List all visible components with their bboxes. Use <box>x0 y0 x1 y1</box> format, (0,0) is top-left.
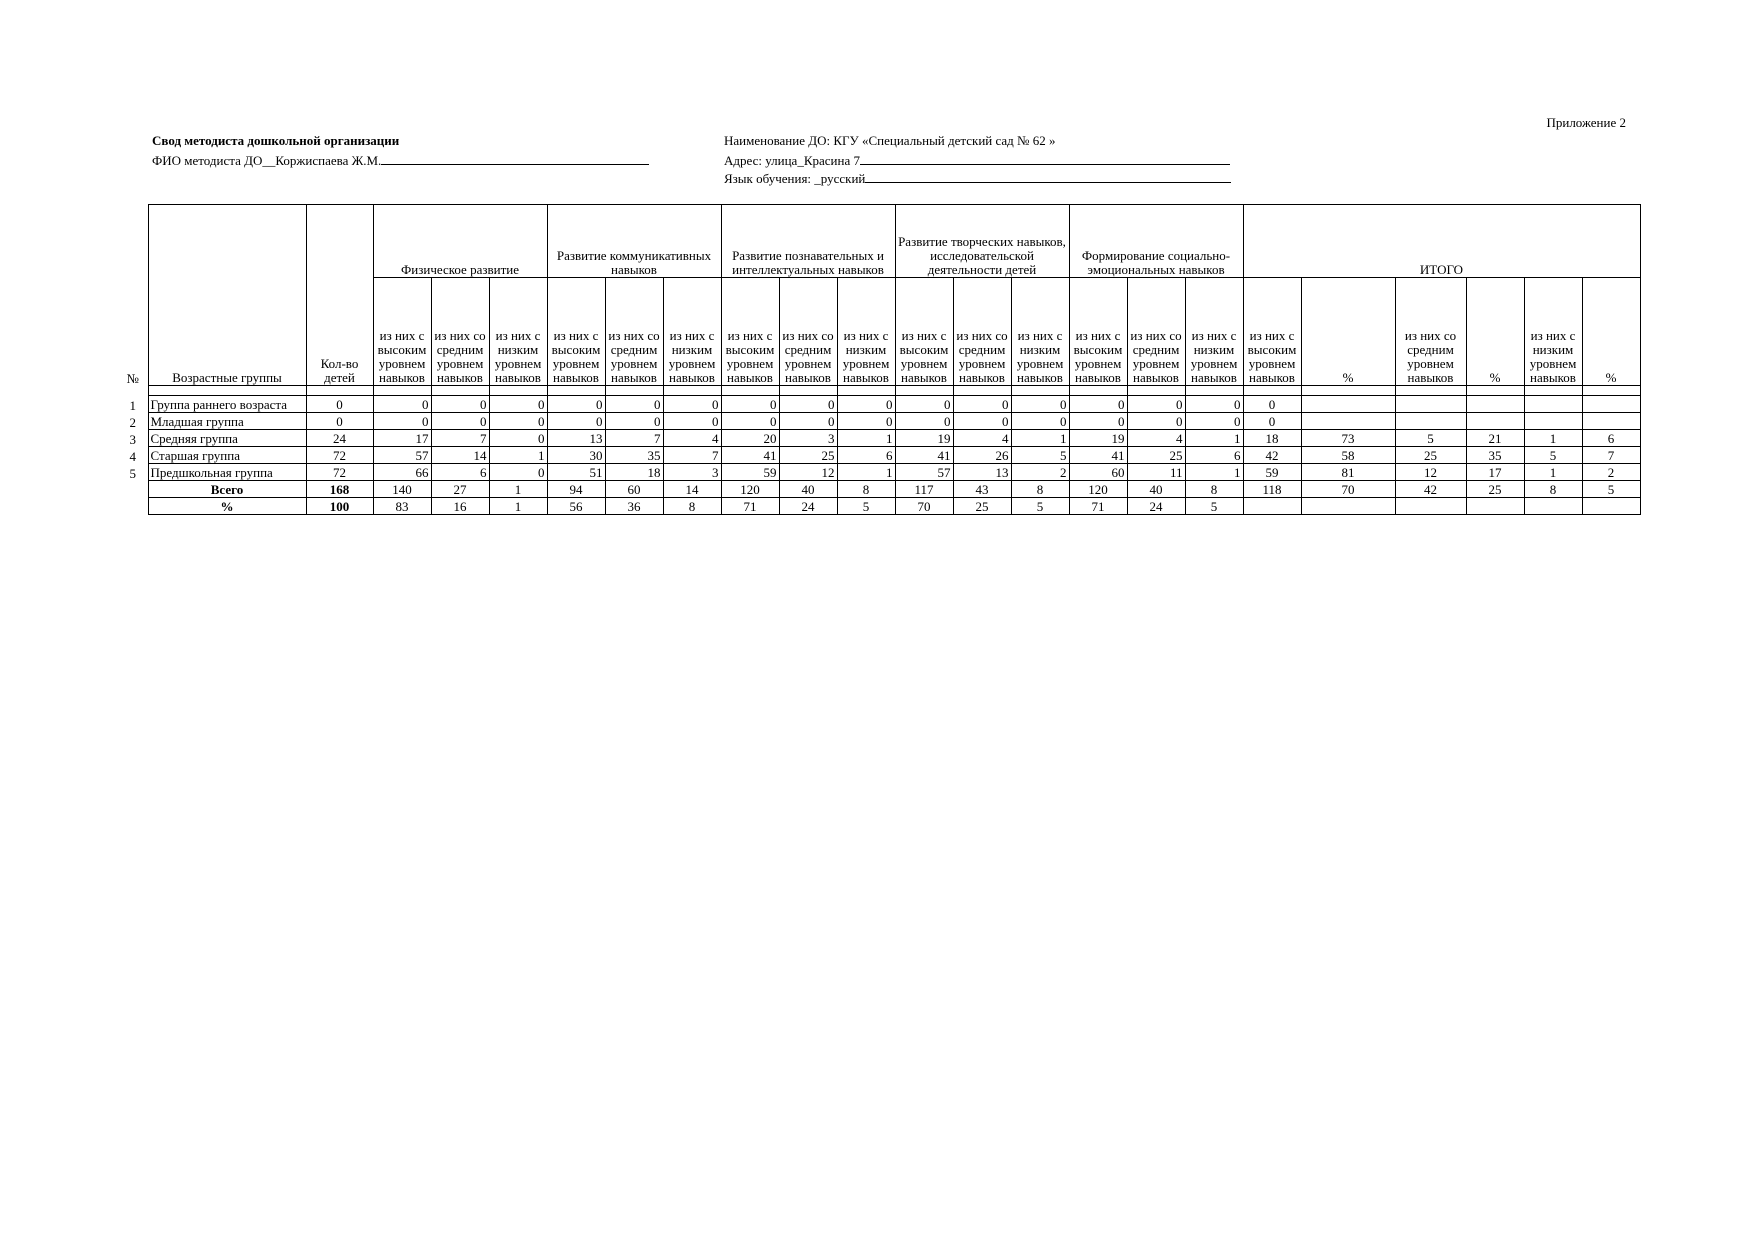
total-row-total-value: 42 <box>1395 481 1466 498</box>
spacer-cell <box>895 386 953 396</box>
methodist-name-text: ФИО методиста ДО__Коржиспаева Ж.М. <box>152 153 382 168</box>
row-value: 0 <box>373 396 431 413</box>
row-total-value: 17 <box>1466 464 1524 481</box>
row-value: 0 <box>779 396 837 413</box>
subheader-high-level: из них с высоким уровнем навыков <box>547 278 605 386</box>
subheader-low-level: из них с низким уровнем навыков <box>1185 278 1243 386</box>
row-number <box>118 498 148 515</box>
row-value: 4 <box>663 430 721 447</box>
row-group-name: Старшая группа <box>148 447 306 464</box>
row-value: 3 <box>663 464 721 481</box>
row-total-value: 18 <box>1243 430 1301 447</box>
row-value: 19 <box>895 430 953 447</box>
total-row-value: 8 <box>1011 481 1069 498</box>
row-value: 57 <box>895 464 953 481</box>
row-value: 57 <box>373 447 431 464</box>
row-value: 60 <box>1069 464 1127 481</box>
row-total-value <box>1466 413 1524 430</box>
row-number: 5 <box>129 465 136 481</box>
row-value: 0 <box>489 464 547 481</box>
row-value: 2 <box>1011 464 1069 481</box>
total-row-total-value: 8 <box>1524 481 1582 498</box>
spacer-cell <box>605 386 663 396</box>
total-row-total-value: 118 <box>1243 481 1301 498</box>
spacer-cell <box>1127 386 1185 396</box>
row-total-value: 81 <box>1301 464 1395 481</box>
row-total-value: 0 <box>1243 396 1301 413</box>
total-row-count: 168 <box>306 481 373 498</box>
row-value: 0 <box>547 413 605 430</box>
column-header-number: № <box>126 370 139 386</box>
total-row-value: 40 <box>1127 481 1185 498</box>
spacer-cell <box>547 386 605 396</box>
row-total-value <box>1524 413 1582 430</box>
row-total-value: 25 <box>1395 447 1466 464</box>
section-header-total: ИТОГО <box>1243 205 1640 278</box>
row-children-count: 0 <box>306 396 373 413</box>
spacer-cell <box>953 386 1011 396</box>
total-row-value: 140 <box>373 481 431 498</box>
total-row-value: 60 <box>605 481 663 498</box>
row-total-value: 6 <box>1582 430 1640 447</box>
total-row-total-value: 70 <box>1301 481 1395 498</box>
row-value: 11 <box>1127 464 1185 481</box>
teaching-language <box>724 168 1231 186</box>
subheader-high-level: из них с высоким уровнем навыков <box>721 278 779 386</box>
row-value: 18 <box>605 464 663 481</box>
subheader-mid-level: из них со средним уровнем навыков <box>1127 278 1185 386</box>
spacer-cell <box>721 386 779 396</box>
row-value: 7 <box>605 430 663 447</box>
row-value: 51 <box>547 464 605 481</box>
appendix-label: Приложение 2 <box>1546 115 1626 130</box>
spacer-cell <box>837 386 895 396</box>
row-total-value: 42 <box>1243 447 1301 464</box>
organization-name <box>724 132 1231 150</box>
row-value: 6 <box>837 447 895 464</box>
row-value: 1 <box>1185 430 1243 447</box>
section-header-3: Развитие познавательных и интеллектуальных навыков <box>721 205 895 278</box>
row-value: 0 <box>895 396 953 413</box>
table-row <box>118 430 1640 447</box>
row-value: 0 <box>489 396 547 413</box>
spacer-cell <box>1069 386 1127 396</box>
section-header-2: Развитие коммуникативных навыков <box>547 205 721 278</box>
row-total-value: 12 <box>1395 464 1466 481</box>
address-underline <box>860 150 1230 165</box>
percent-row-value: 83 <box>373 498 431 515</box>
section-header-4: Развитие творческих навыков, исследовательской деятельности детей <box>895 205 1069 278</box>
total-row-value: 120 <box>721 481 779 498</box>
row-number: 2 <box>129 414 136 430</box>
subheader-low-level: из них с низким уровнем навыков <box>663 278 721 386</box>
spacer-cell <box>1301 386 1395 396</box>
row-value: 0 <box>489 430 547 447</box>
subheader-high-level: из них с высоким уровнем навыков <box>373 278 431 386</box>
row-children-count: 72 <box>306 464 373 481</box>
row-value: 6 <box>431 464 489 481</box>
row-total-value: 59 <box>1243 464 1301 481</box>
table-row <box>118 464 1640 481</box>
row-value: 0 <box>837 396 895 413</box>
spacer-cell <box>431 386 489 396</box>
row-group-name: Группа раннего возраста <box>148 396 306 413</box>
fio-underline <box>381 150 649 165</box>
row-value: 5 <box>1011 447 1069 464</box>
percent-row <box>118 498 1640 515</box>
subheader-total-1: из них с высоким уровнем навыков <box>1243 278 1301 386</box>
row-total-value: 7 <box>1582 447 1640 464</box>
spacer-cell <box>663 386 721 396</box>
row-value: 66 <box>373 464 431 481</box>
table-row <box>118 396 1640 413</box>
total-row-value: 27 <box>431 481 489 498</box>
row-group-name: Предшкольная группа <box>148 464 306 481</box>
row-value: 4 <box>953 430 1011 447</box>
row-number: 1 <box>129 397 136 413</box>
row-total-value: 1 <box>1524 430 1582 447</box>
row-value: 0 <box>1011 413 1069 430</box>
row-value: 0 <box>721 413 779 430</box>
subheader-total-2: % <box>1301 278 1395 386</box>
row-value: 19 <box>1069 430 1127 447</box>
spacer-cell <box>1466 386 1524 396</box>
subheader-total-5: из них с низким уровнем навыков <box>1524 278 1582 386</box>
total-row-value: 94 <box>547 481 605 498</box>
row-total-value <box>1466 396 1524 413</box>
row-total-value: 73 <box>1301 430 1395 447</box>
row-value: 7 <box>663 447 721 464</box>
row-group-name: Младшая группа <box>148 413 306 430</box>
row-value: 41 <box>895 447 953 464</box>
spacer-number-cell <box>118 386 148 396</box>
row-value: 59 <box>721 464 779 481</box>
subheader-high-level: из них с высоким уровнем навыков <box>895 278 953 386</box>
row-value: 1 <box>837 430 895 447</box>
row-total-value <box>1582 413 1640 430</box>
row-value: 1 <box>489 447 547 464</box>
row-value: 0 <box>837 413 895 430</box>
row-value: 0 <box>605 413 663 430</box>
language-underline <box>865 168 1231 183</box>
section-header-1: Физическое развитие <box>373 205 547 278</box>
subheader-total-4: % <box>1466 278 1524 386</box>
row-total-value <box>1582 396 1640 413</box>
row-value: 0 <box>895 413 953 430</box>
row-value: 0 <box>605 396 663 413</box>
percent-row-label: % <box>148 498 306 515</box>
spacer-cell <box>779 386 837 396</box>
row-value: 4 <box>1127 430 1185 447</box>
row-value: 30 <box>547 447 605 464</box>
percent-row-value: 25 <box>953 498 1011 515</box>
percent-row-value: 24 <box>779 498 837 515</box>
row-value: 0 <box>953 396 1011 413</box>
row-value: 1 <box>1185 464 1243 481</box>
row-value: 13 <box>547 430 605 447</box>
percent-row-value: 5 <box>1011 498 1069 515</box>
header-right <box>724 132 1231 186</box>
subheader-mid-level: из них со средним уровнем навыков <box>779 278 837 386</box>
total-row-value: 8 <box>1185 481 1243 498</box>
row-value: 0 <box>1185 413 1243 430</box>
row-value: 0 <box>1069 413 1127 430</box>
row-total-value: 5 <box>1395 430 1466 447</box>
row-value: 0 <box>1185 396 1243 413</box>
total-row-value: 40 <box>779 481 837 498</box>
row-total-value <box>1301 396 1395 413</box>
row-total-value <box>1395 396 1466 413</box>
subheader-high-level: из них с высоким уровнем навыков <box>1069 278 1127 386</box>
percent-row-value: 16 <box>431 498 489 515</box>
teaching-language-text: Язык обучения: _русский <box>724 171 866 186</box>
row-total-value: 5 <box>1524 447 1582 464</box>
row-value: 0 <box>489 413 547 430</box>
row-value: 0 <box>373 413 431 430</box>
percent-row-value: 8 <box>663 498 721 515</box>
row-value: 6 <box>1185 447 1243 464</box>
row-children-count: 0 <box>306 413 373 430</box>
table-row <box>118 447 1640 464</box>
row-value: 3 <box>779 430 837 447</box>
percent-row-count: 100 <box>306 498 373 515</box>
spacer-cell <box>306 386 373 396</box>
row-value: 0 <box>1069 396 1127 413</box>
row-number: 3 <box>129 431 136 447</box>
organization-name-text: Наименование ДО: КГУ «Специальный детский сад № 62 » <box>724 133 1056 148</box>
row-value: 0 <box>663 396 721 413</box>
row-value: 0 <box>663 413 721 430</box>
subheader-total-3: из них со средним уровнем навыков <box>1395 278 1466 386</box>
total-row <box>118 481 1640 498</box>
spacer-cell <box>1524 386 1582 396</box>
organization-address <box>724 150 1231 168</box>
subheader-low-level: из них с низким уровнем навыков <box>1011 278 1069 386</box>
row-value: 41 <box>721 447 779 464</box>
row-value: 0 <box>779 413 837 430</box>
spacer-cell <box>148 386 306 396</box>
row-value: 0 <box>1011 396 1069 413</box>
row-value: 0 <box>1127 396 1185 413</box>
total-row-value: 120 <box>1069 481 1127 498</box>
row-value: 7 <box>431 430 489 447</box>
percent-row-value: 71 <box>1069 498 1127 515</box>
row-value: 41 <box>1069 447 1127 464</box>
row-number: 4 <box>129 448 136 464</box>
subheader-low-level: из них с низким уровнем навыков <box>489 278 547 386</box>
percent-row-value: 56 <box>547 498 605 515</box>
spacer-cell <box>489 386 547 396</box>
percent-row-value: 1 <box>489 498 547 515</box>
spacer-cell <box>1243 386 1301 396</box>
total-row-total-value: 25 <box>1466 481 1524 498</box>
row-number <box>118 481 148 498</box>
percent-row-value: 5 <box>837 498 895 515</box>
header-row-sections <box>118 205 1640 278</box>
row-total-value: 35 <box>1466 447 1524 464</box>
row-value: 0 <box>431 396 489 413</box>
row-value: 13 <box>953 464 1011 481</box>
total-row-value: 117 <box>895 481 953 498</box>
row-total-value: 2 <box>1582 464 1640 481</box>
row-value: 0 <box>431 413 489 430</box>
spacer-cell <box>373 386 431 396</box>
document-title: Свод методиста дошкольной организации <box>152 133 400 148</box>
row-children-count: 24 <box>306 430 373 447</box>
total-row-value: 43 <box>953 481 1011 498</box>
row-total-value: 1 <box>1524 464 1582 481</box>
subheader-total-6: % <box>1582 278 1640 386</box>
percent-row-value: 70 <box>895 498 953 515</box>
row-value: 0 <box>547 396 605 413</box>
row-total-value <box>1395 413 1466 430</box>
spacer-cell <box>1582 386 1640 396</box>
row-value: 1 <box>1011 430 1069 447</box>
row-value: 35 <box>605 447 663 464</box>
table-row <box>118 413 1640 430</box>
row-value: 14 <box>431 447 489 464</box>
column-header-children-count: Кол-во детей <box>306 205 373 386</box>
subheader-mid-level: из них со средним уровнем навыков <box>431 278 489 386</box>
subheader-mid-level: из них со средним уровнем навыков <box>605 278 663 386</box>
percent-row-value: 24 <box>1127 498 1185 515</box>
percent-row-total-value <box>1466 498 1524 515</box>
summary-table <box>118 204 1641 515</box>
row-total-value <box>1524 396 1582 413</box>
subheader-low-level: из них с низким уровнем навыков <box>837 278 895 386</box>
total-row-label: Всего <box>148 481 306 498</box>
organization-address-text: Адрес: улица_Красина 7 <box>724 153 860 168</box>
row-total-value: 0 <box>1243 413 1301 430</box>
row-value: 0 <box>721 396 779 413</box>
percent-row-value: 5 <box>1185 498 1243 515</box>
percent-row-total-value <box>1243 498 1301 515</box>
row-value: 0 <box>953 413 1011 430</box>
row-value: 1 <box>837 464 895 481</box>
row-value: 0 <box>1127 413 1185 430</box>
percent-row-total-value <box>1524 498 1582 515</box>
spacer-cell <box>1185 386 1243 396</box>
row-value: 17 <box>373 430 431 447</box>
total-row-value: 1 <box>489 481 547 498</box>
row-value: 25 <box>1127 447 1185 464</box>
row-value: 12 <box>779 464 837 481</box>
row-value: 25 <box>779 447 837 464</box>
row-group-name: Средняя группа <box>148 430 306 447</box>
row-total-value: 58 <box>1301 447 1395 464</box>
row-total-value <box>1301 413 1395 430</box>
row-value: 20 <box>721 430 779 447</box>
total-row-total-value: 5 <box>1582 481 1640 498</box>
percent-row-total-value <box>1582 498 1640 515</box>
percent-row-value: 71 <box>721 498 779 515</box>
subheader-mid-level: из них со средним уровнем навыков <box>953 278 1011 386</box>
section-header-5: Формирование социально-эмоциональных навыков <box>1069 205 1243 278</box>
row-children-count: 72 <box>306 447 373 464</box>
column-header-age-groups: Возрастные группы <box>148 205 306 386</box>
spacer-row <box>118 386 1640 396</box>
total-row-value: 8 <box>837 481 895 498</box>
spacer-cell <box>1011 386 1069 396</box>
percent-row-value: 36 <box>605 498 663 515</box>
row-total-value: 21 <box>1466 430 1524 447</box>
spacer-cell <box>1395 386 1466 396</box>
percent-row-total-value <box>1395 498 1466 515</box>
total-row-value: 14 <box>663 481 721 498</box>
header-left <box>152 132 649 168</box>
row-value: 26 <box>953 447 1011 464</box>
percent-row-total-value <box>1301 498 1395 515</box>
methodist-name <box>152 150 649 168</box>
